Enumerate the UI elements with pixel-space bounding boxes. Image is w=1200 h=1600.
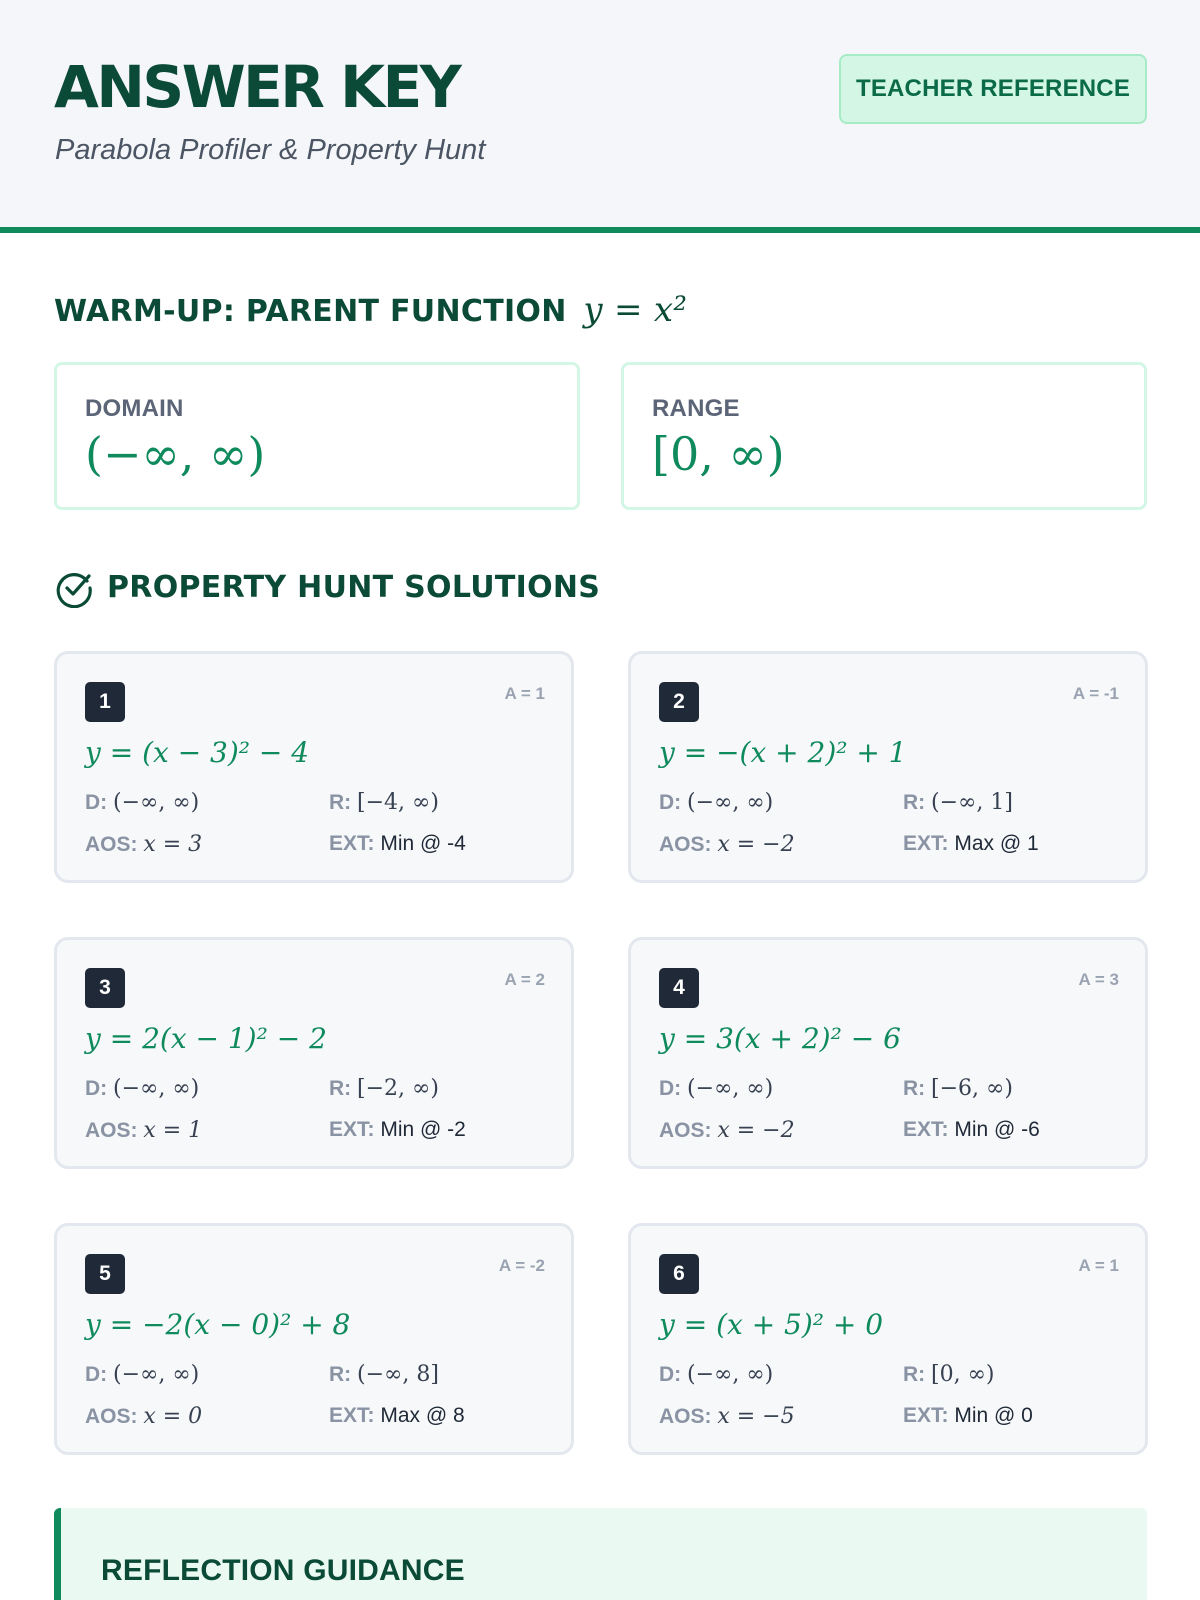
aos-label: AOS: <box>85 1405 138 1428</box>
property-hunt-heading: PROPERTY HUNT SOLUTIONS <box>107 570 601 605</box>
ext-label: EXT: <box>903 832 949 855</box>
domain-answer <box>659 1076 773 1101</box>
domain-answer <box>85 790 199 815</box>
range-box <box>621 362 1147 510</box>
ext-value: Min @ 0 <box>954 1404 1033 1427</box>
range-answer <box>329 1362 439 1387</box>
aos-value: x = 3 <box>143 832 203 857</box>
extremum-answer <box>903 1404 1033 1428</box>
aos-label: AOS: <box>659 833 712 856</box>
domain-label: DOMAIN <box>85 395 184 422</box>
a-value: A = 1 <box>1078 1256 1119 1275</box>
problem-number: 6 <box>659 1254 699 1294</box>
solution-card-6 <box>628 1223 1148 1455</box>
equation: y = 3(x + 2)² − 6 <box>659 1022 901 1055</box>
parent-function: y = x² <box>583 290 688 330</box>
ext-value: Min @ -2 <box>380 1118 466 1141</box>
warmup-heading-text: WARM-UP: PARENT FUNCTION <box>54 294 567 329</box>
aos-label: AOS: <box>85 1119 138 1142</box>
range-value: [0, ∞) <box>652 427 785 481</box>
page-title: ANSWER KEY <box>54 53 460 121</box>
aos-value: x = −5 <box>717 1404 795 1429</box>
range-answer <box>903 790 1013 815</box>
extremum-answer <box>903 1118 1040 1142</box>
range-answer <box>903 1362 995 1387</box>
range-answer <box>329 790 439 815</box>
aos-answer <box>85 832 202 857</box>
domain-answer <box>659 1362 773 1387</box>
aos-answer <box>659 832 795 857</box>
range-label: R: <box>329 1363 352 1386</box>
range-value: [−6, ∞) <box>931 1076 1013 1101</box>
aos-label: AOS: <box>659 1119 712 1142</box>
range-answer <box>903 1076 1013 1101</box>
a-value: A = -2 <box>498 1256 545 1275</box>
range-answer <box>329 1076 439 1101</box>
problem-number: 1 <box>85 682 125 722</box>
range-label: R: <box>903 1077 926 1100</box>
check-circle-icon <box>54 568 94 608</box>
range-label: R: <box>903 1363 926 1386</box>
aos-value: x = −2 <box>717 832 795 857</box>
a-value: A = 3 <box>1078 970 1119 989</box>
ext-value: Max @ 1 <box>954 832 1039 855</box>
solution-card-5 <box>54 1223 574 1455</box>
range-value: [−4, ∞) <box>357 790 439 815</box>
ext-label: EXT: <box>903 1404 949 1427</box>
equation: y = 2(x − 1)² − 2 <box>85 1022 327 1055</box>
aos-label: AOS: <box>85 833 138 856</box>
domain-value: (−∞, ∞) <box>113 1076 200 1101</box>
aos-answer <box>659 1118 795 1143</box>
reflection-heading: REFLECTION GUIDANCE <box>101 1554 465 1587</box>
domain-label: D: <box>659 1077 682 1100</box>
aos-answer <box>85 1404 202 1429</box>
domain-value: (−∞, ∞) <box>687 1076 774 1101</box>
extremum-answer <box>329 1404 465 1428</box>
domain-label: D: <box>659 1363 682 1386</box>
a-value: A = 1 <box>504 684 545 703</box>
page-subtitle: Parabola Profiler & Property Hunt <box>55 134 486 166</box>
aos-value: x = 0 <box>143 1404 203 1429</box>
ext-label: EXT: <box>329 832 375 855</box>
ext-value: Min @ -6 <box>954 1118 1040 1141</box>
aos-answer <box>659 1404 795 1429</box>
teacher-reference-badge: TEACHER REFERENCE <box>839 54 1147 124</box>
domain-label: D: <box>659 791 682 814</box>
a-value: A = -1 <box>1072 684 1119 703</box>
equation: y = (x − 3)² − 4 <box>85 736 310 769</box>
range-label: R: <box>329 1077 352 1100</box>
aos-value: x = −2 <box>717 1118 795 1143</box>
domain-value: (−∞, ∞) <box>113 790 200 815</box>
solution-card-2 <box>628 651 1148 883</box>
range-value: (−∞, 8] <box>357 1362 439 1387</box>
domain-label: D: <box>85 1077 108 1100</box>
domain-answer <box>85 1076 199 1101</box>
extremum-answer <box>329 1118 466 1142</box>
domain-label: D: <box>85 791 108 814</box>
range-value: [−2, ∞) <box>357 1076 439 1101</box>
range-label: RANGE <box>652 395 740 422</box>
ext-label: EXT: <box>903 1118 949 1141</box>
aos-answer <box>85 1118 202 1143</box>
domain-box <box>54 362 580 510</box>
domain-value: (−∞, ∞) <box>85 427 266 481</box>
domain-answer <box>659 790 773 815</box>
reflection-panel <box>54 1508 1147 1600</box>
range-label: R: <box>903 791 926 814</box>
extremum-answer <box>329 832 466 856</box>
extremum-answer <box>903 832 1039 856</box>
solution-card-4 <box>628 937 1148 1169</box>
ext-label: EXT: <box>329 1404 375 1427</box>
domain-value: (−∞, ∞) <box>687 790 774 815</box>
solution-card-1 <box>54 651 574 883</box>
domain-value: (−∞, ∞) <box>687 1362 774 1387</box>
domain-answer <box>85 1362 199 1387</box>
ext-value: Max @ 8 <box>380 1404 465 1427</box>
equation: y = −(x + 2)² + 1 <box>659 736 907 769</box>
a-value: A = 2 <box>504 970 545 989</box>
ext-value: Min @ -4 <box>380 832 466 855</box>
header-divider <box>0 227 1200 233</box>
aos-value: x = 1 <box>143 1118 203 1143</box>
warmup-heading <box>54 290 687 332</box>
problem-number: 3 <box>85 968 125 1008</box>
range-value: (−∞, 1] <box>931 790 1013 815</box>
range-label: R: <box>329 791 352 814</box>
aos-label: AOS: <box>659 1405 712 1428</box>
domain-label: D: <box>85 1363 108 1386</box>
problem-number: 4 <box>659 968 699 1008</box>
ext-label: EXT: <box>329 1118 375 1141</box>
solution-card-3 <box>54 937 574 1169</box>
problem-number: 5 <box>85 1254 125 1294</box>
equation: y = (x + 5)² + 0 <box>659 1308 884 1341</box>
domain-value: (−∞, ∞) <box>113 1362 200 1387</box>
problem-number: 2 <box>659 682 699 722</box>
equation: y = −2(x − 0)² + 8 <box>85 1308 351 1341</box>
range-value: [0, ∞) <box>931 1362 995 1387</box>
